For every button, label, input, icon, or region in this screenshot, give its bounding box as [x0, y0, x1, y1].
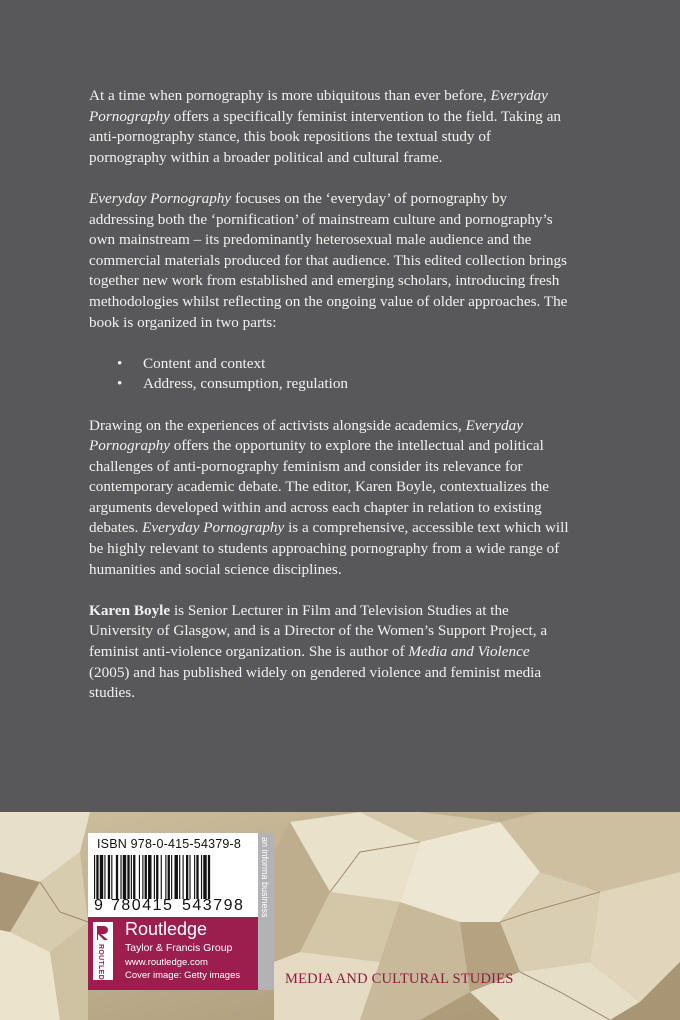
blurb-paragraph-3: Drawing on the experiences of activists alongside academics, Everyday Pornography offers the opportunity to explore the intellectual and political challenges of anti-pornography feminism and consider its relevance for contemporary academic debate. The editor, Karen Boyle, contextualizes the arguments developed within and across each chapter in relation to existing debates. Everyday Pornography is a comprehensive, accessible text which will be highly relevant to students approaching pornography from a wide range of humanities and social science disciplines.: [89, 416, 569, 578]
publisher-url: www.routledge.com: [125, 957, 208, 968]
routledge-r-icon: [96, 925, 110, 941]
author-name: Karen Boyle: [89, 601, 171, 619]
author-bio: Karen Boyle is Senior Lecturer in Film and Television Studies at the University of Glasgow, and is a Director of the Women’s Support Project, a feminist anti-violence organization. She is author of Media and Violence (2005) and has published widely on gendered violence and feminist media studies.: [89, 601, 548, 702]
publisher-group: Taylor & Francis Group: [125, 942, 233, 954]
informa-strip: [258, 833, 274, 990]
blurb-paragraph-1: At a time when pornography is more ubiquitous than ever before, Everyday Pornography offers a specifically feminist intervention to the field. Taking an anti-pornography stance, this book repositions the textual study of pornography within a broader political and cultural frame.: [89, 87, 562, 166]
list-item: • Content and context: [89, 354, 569, 375]
isbn-label: ISBN 978-0-415-54379-8: [97, 837, 242, 851]
cover-image-credit: Cover image: Getty images: [125, 970, 241, 981]
list-item: • Address, consumption, regulation: [89, 374, 569, 395]
book-title: Everyday Pornography: [89, 189, 232, 207]
book-title: Everyday Pornography: [142, 519, 285, 537]
barcode-icon: [94, 855, 252, 899]
bullet-icon: •: [117, 375, 123, 393]
barcode-panel: ISBN 978-0-415-54379-8 9 780415 543798: [88, 833, 258, 917]
informa-tagline: an informa business: [260, 837, 270, 918]
routledge-logo: ROUTLEDGE: [93, 922, 113, 980]
publisher-name: Routledge: [125, 919, 208, 939]
author-book-title: Media and Violence: [408, 643, 530, 661]
bullet-icon: •: [117, 354, 123, 372]
blurb-text: [89, 86, 569, 724]
parts-list: [89, 354, 569, 395]
book-title: Everyday Pornography: [89, 87, 548, 125]
blurb-paragraph-2: Everyday Pornography focuses on the ‘everyday’ of pornography by addressing both the ‘pornification’ of mainstream culture and pornography’s own mainstream – its predominantly heterosexual male audience and the commercial materials produced for that audience. This edited collection brings together new work from established and emerging scholars, introducing fresh methodologies whilst reflecting on the ongoing value of older approaches. The book is organized in two parts:: [89, 189, 568, 331]
series-title: MEDIA AND CULTURAL STUDIES: [285, 971, 514, 987]
publisher-panel: [88, 917, 258, 990]
book-title: Everyday Pornography: [89, 416, 523, 455]
